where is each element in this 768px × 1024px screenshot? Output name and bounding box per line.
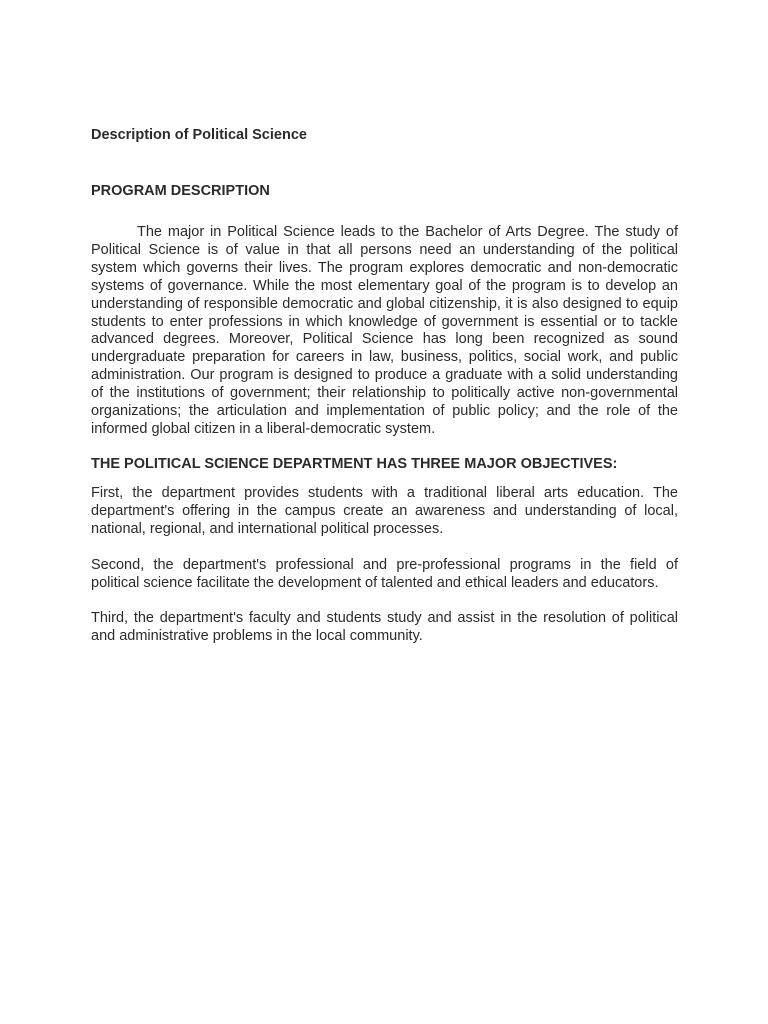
document-page xyxy=(91,126,678,646)
objective-paragraph-second: Second, the department's professional and pre-professional programs in the field of political science facilitate the development of talented and ethical leaders and educators. xyxy=(91,556,678,591)
program-description-paragraph: The major in Political Science leads to the Bachelor of Arts Degree. The study of Political Science is of value in that all persons need an understanding of the political system which governs their lives. The program explores democratic and non-democratic systems of governance. While the most elementary goal of the program is to develop an understanding of responsible democratic and global citizenship, it is also designed to equip students to enter professions in which knowledge of government is essential or to tackle advanced degrees. Moreover, Political Science has long been recognized as sound undergraduate preparation for careers in law, business, politics, social work, and public administration. Our program is designed to produce a graduate with a solid understanding of the institutions of government; their relationship to politically active non-governmental organizations; the articulation and implementation of public policy; and the role of the informed global citizen in a liberal-democratic system. xyxy=(91,224,678,437)
objective-paragraph-third: Third, the department's faculty and students study and assist in the resolution of political and administrative problems in the local community. xyxy=(91,610,678,645)
program-description-heading: PROGRAM DESCRIPTION xyxy=(91,183,270,199)
document-title: Description of Political Science xyxy=(91,127,307,143)
objectives-heading: THE POLITICAL SCIENCE DEPARTMENT HAS THREE MAJOR OBJECTIVES: xyxy=(91,455,618,472)
objective-paragraph-first: First, the department provides students with a traditional liberal arts education. The department's offering in the campus create an awareness and understanding of local, national, regional, and international political processes. xyxy=(91,484,678,537)
